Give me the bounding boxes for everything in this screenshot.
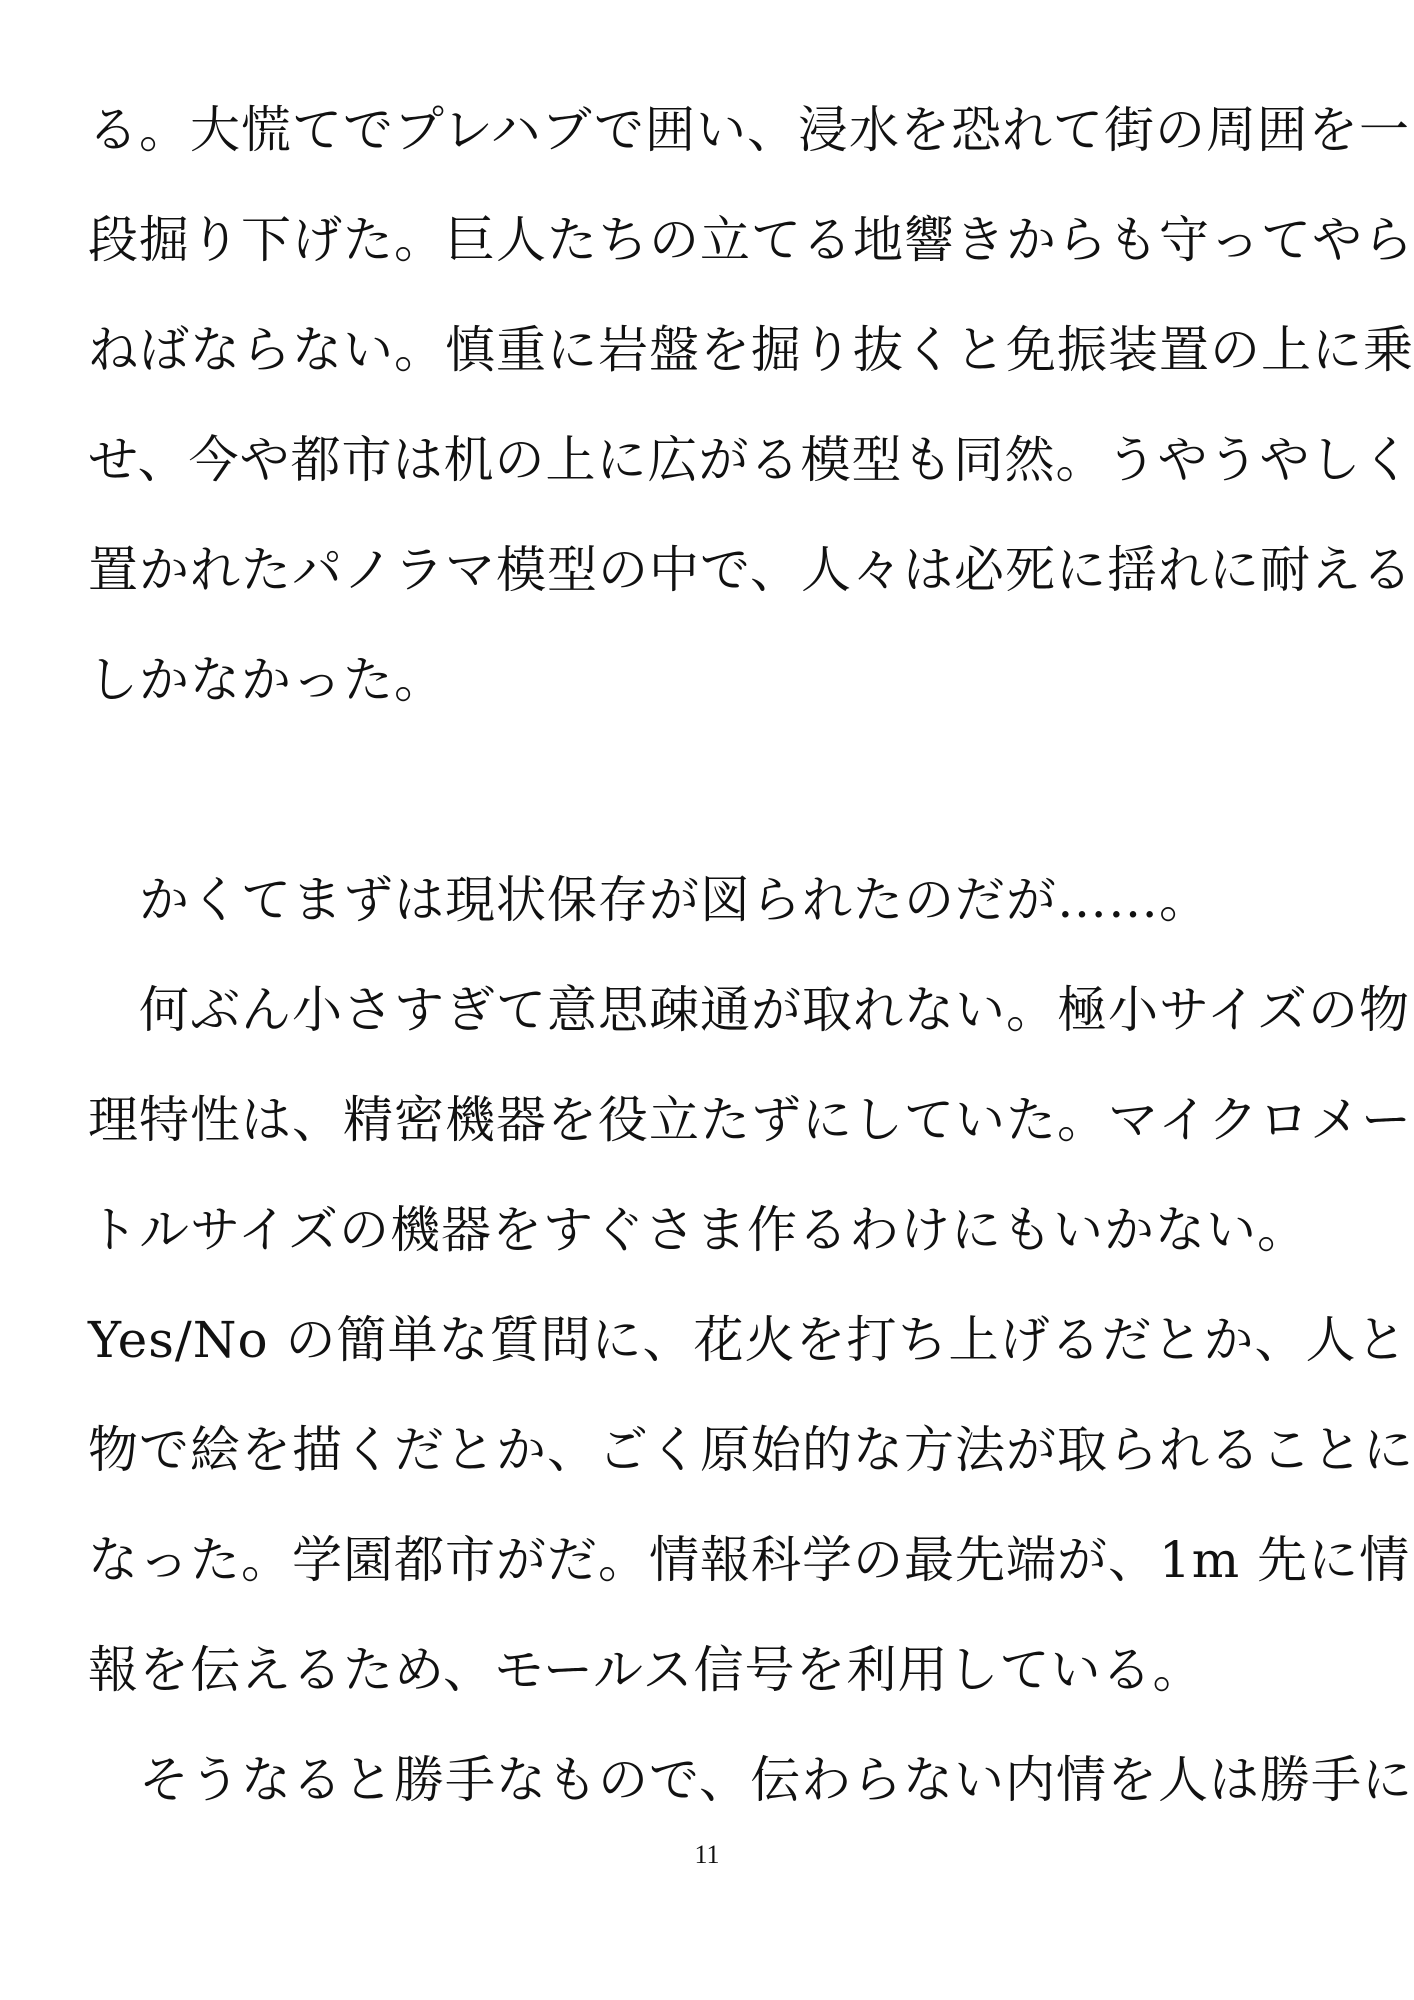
text-line: せ、今や都市は机の上に広がる模型も同然。うやうやしく: [88, 431, 1413, 489]
text-line: Yes/No の簡単な質問に、花火を打ち上げるだとか、人と: [88, 1311, 1408, 1369]
text-line: かくてまずは現状保存が図られたのだが……。: [88, 871, 1210, 929]
text-line: トルサイズの機器をすぐさま作るわけにもいかない。: [88, 1201, 1308, 1259]
text-line: しかなかった。: [88, 651, 445, 709]
text-line: 理特性は、精密機器を役立たずにしていた。マイクロメー: [88, 1091, 1412, 1149]
text-line: る。大慌てでプレハブで囲い、浸水を恐れて街の周囲を一: [88, 101, 1410, 159]
text-line: 段掘り下げた。巨人たちの立てる地響きからも守ってやら: [88, 211, 1414, 269]
text-line: 置かれたパノラマ模型の中で、人々は必死に揺れに耐える: [88, 541, 1413, 599]
text-line: ねばならない。慎重に岩盤を掘り抜くと免振装置の上に乗: [88, 321, 1414, 379]
text-line: 物で絵を描くだとか、ごく原始的な方法が取られることに: [88, 1421, 1414, 1479]
text-line: なった。学園都市がだ。情報科学の最先端が、1m 先に情: [88, 1531, 1411, 1589]
text-line: 何ぶん小さすぎて意思疎通が取れない。極小サイズの物: [88, 981, 1410, 1039]
text-line: 報を伝えるため、モールス信号を利用している。: [88, 1641, 1204, 1699]
text-line: そうなると勝手なもので、伝わらない内情を人は勝手に: [88, 1751, 1413, 1809]
page-number: 11: [694, 1840, 720, 1869]
